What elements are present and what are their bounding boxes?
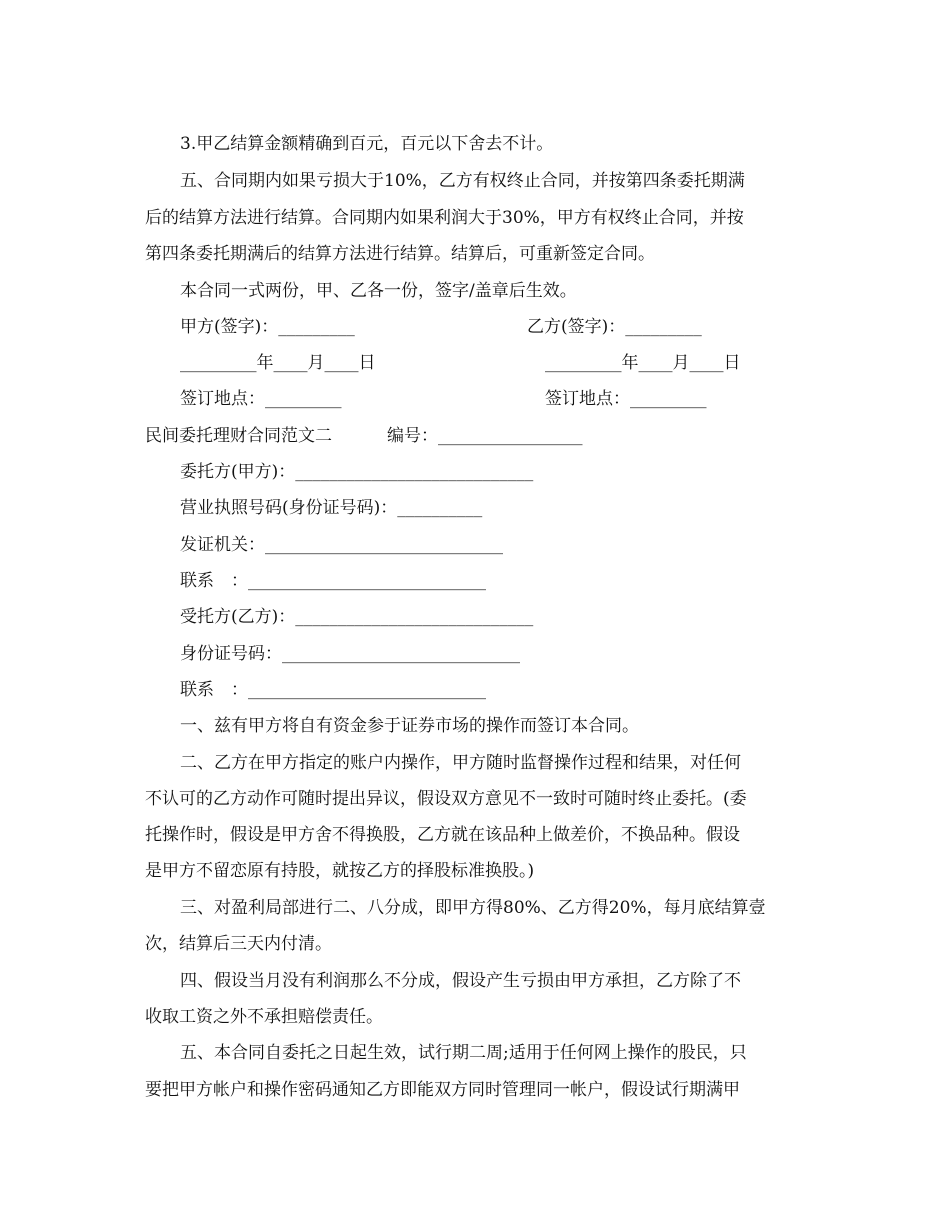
principal-party-a-field: 委托方(甲方)：____________________________: [180, 462, 534, 482]
clause-5-continued: 要把甲方帐户和操作密码通知乙方即能双方同时管理同一帐户，假设试行期满甲: [145, 1080, 740, 1100]
contract-number: 编号：_________________: [387, 426, 583, 446]
clause-3-continued: 次，结算后三天内付清。: [145, 934, 332, 954]
clause-4-continued: 收取工资之外不承担赔偿责任。: [145, 1007, 383, 1027]
clause-2-operation: 二、乙方在甲方指定的账户内操作，甲方随时监督操作过程和结果，对任何: [180, 753, 741, 773]
license-id-number-field: 营业执照号码(身份证号码)：__________: [180, 498, 483, 518]
clause-3-profit-split: 三、对盈利局部进行二、八分成，即甲方得80%、乙方得20%，每月底结算壹: [180, 898, 766, 918]
party-a-signing-place: 签订地点：_________: [180, 389, 342, 409]
clause-4-no-profit: 四、假设当月没有利润那么不分成，假设产生亏损由甲方承担，乙方除了不: [180, 971, 741, 991]
clause-5-effective-date: 五、本合同自委托之日起生效，试行期二周;适用于任何网上操作的股民，只: [180, 1043, 747, 1063]
party-a-signature: 甲方(签字)：_________: [180, 317, 355, 337]
party-b-id-number-field: 身份证号码：____________________________: [180, 644, 520, 664]
trustee-party-b-field: 受托方(乙方)：____________________________: [180, 607, 534, 627]
clause-2-continued-3: 是甲方不留恋原有持股，就按乙方的择股标准换股。): [145, 861, 535, 881]
clause-3-settlement-precision: 3.甲乙结算金额精确到百元，百元以下舍去不计。: [180, 134, 554, 154]
party-b-date: _________年____月____日: [545, 353, 741, 373]
contract-2-title: 民间委托理财合同范文二: [145, 426, 332, 446]
party-a-contact-field: 联系 ：____________________________: [180, 571, 486, 591]
clause-1-purpose: 一、兹有甲方将自有资金参于证券市场的操作而签订本合同。: [180, 716, 639, 736]
clause-5-continued-2: 第四条委托期满后的结算方法进行结算。结算后，可重新签定合同。: [145, 244, 655, 264]
clause-2-continued-1: 不认可的乙方动作可随时提出异议，假设双方意见不一致时可随时终止委托。(委: [145, 789, 747, 809]
party-b-contact-field: 联系 ：____________________________: [180, 680, 486, 700]
party-a-date: _________年____月____日: [180, 353, 376, 373]
party-b-signature: 乙方(签字)：_________: [527, 317, 702, 337]
issuing-authority-field: 发证机关：____________________________: [180, 535, 503, 555]
party-b-signing-place: 签订地点：_________: [545, 389, 707, 409]
clause-5-continued-1: 后的结算方法进行结算。合同期内如果利润大于30%，甲方有权终止合同，并按: [145, 208, 744, 228]
copies-and-effect-clause: 本合同一式两份，甲、乙各一份，签字/盖章后生效。: [180, 281, 577, 301]
clause-5-loss-termination: 五、合同期内如果亏损大于10%，乙方有权终止合同，并按第四条委托期满: [180, 171, 745, 191]
clause-2-continued-2: 托操作时，假设是甲方舍不得换股，乙方就在该品种上做差价，不换品种。假设: [145, 825, 740, 845]
